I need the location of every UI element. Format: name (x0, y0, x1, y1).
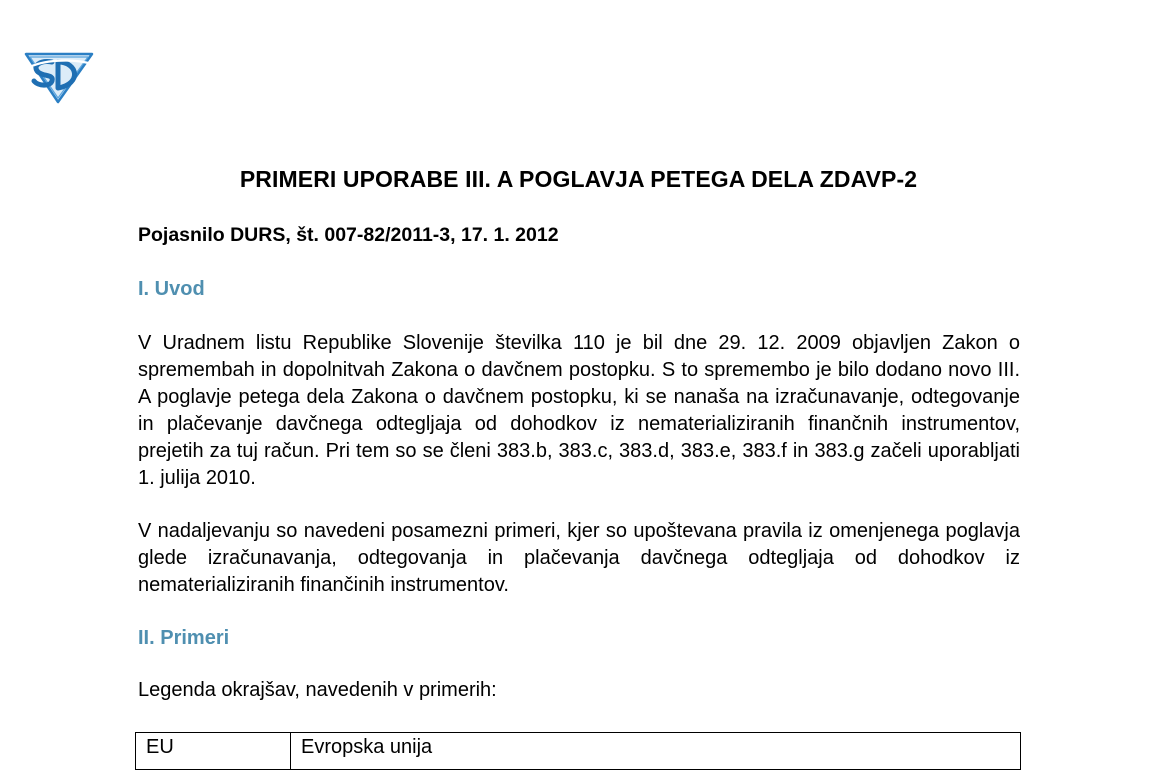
legend-intro: Legenda okrajšav, navedenih v primerih: (138, 679, 497, 701)
section-heading-uvod: I. Uvod (138, 278, 205, 300)
document-title: PRIMERI UPORABE III. A POGLAVJA PETEGA DELA ZDAVP-2 (239, 166, 918, 192)
examples-intro-paragraph: V nadaljevanju so navedeni posamezni primeri, kjer so upoštevana pravila iz omenjenega poglavja glede izračunavanja, odtegovanja in plačevanja davčnega odtegljaja od dohodkov iz nematerializiranih finančinih instrumentov. (138, 520, 1020, 596)
sd-shield-logo-icon (22, 48, 96, 104)
section-heading-primeri: II. Primeri (138, 627, 230, 649)
legend-table (135, 732, 1021, 770)
legend-abbreviation: EU (136, 733, 291, 770)
legend-meaning: Evropska unija (291, 733, 1021, 770)
document-subtitle: Pojasnilo DURS, št. 007-82/2011-3, 17. 1. 2012 (138, 224, 559, 246)
table-row (136, 733, 1021, 770)
intro-paragraph: V Uradnem listu Republike Slovenije številka 110 je bil dne 29. 12. 2009 objavljen Zakon o spremembah in dopolnitvah Zakona o davčnem postopku. S to spremembo je bilo dodano novo III. A poglavje petega dela Zakona o davčnem postopku, ki se nanaša na izračunavanje, odtegovanje in plačevanje davčnega odtegljaja od dohodkov iz nematerializiranih finančnih instrumentov, prejetih za tuj račun. Pri tem so se členi 383.b, 383.c, 383.d, 383.e, 383.f in 383.g začeli uporabljati 1. julija 2010. (138, 332, 1020, 489)
